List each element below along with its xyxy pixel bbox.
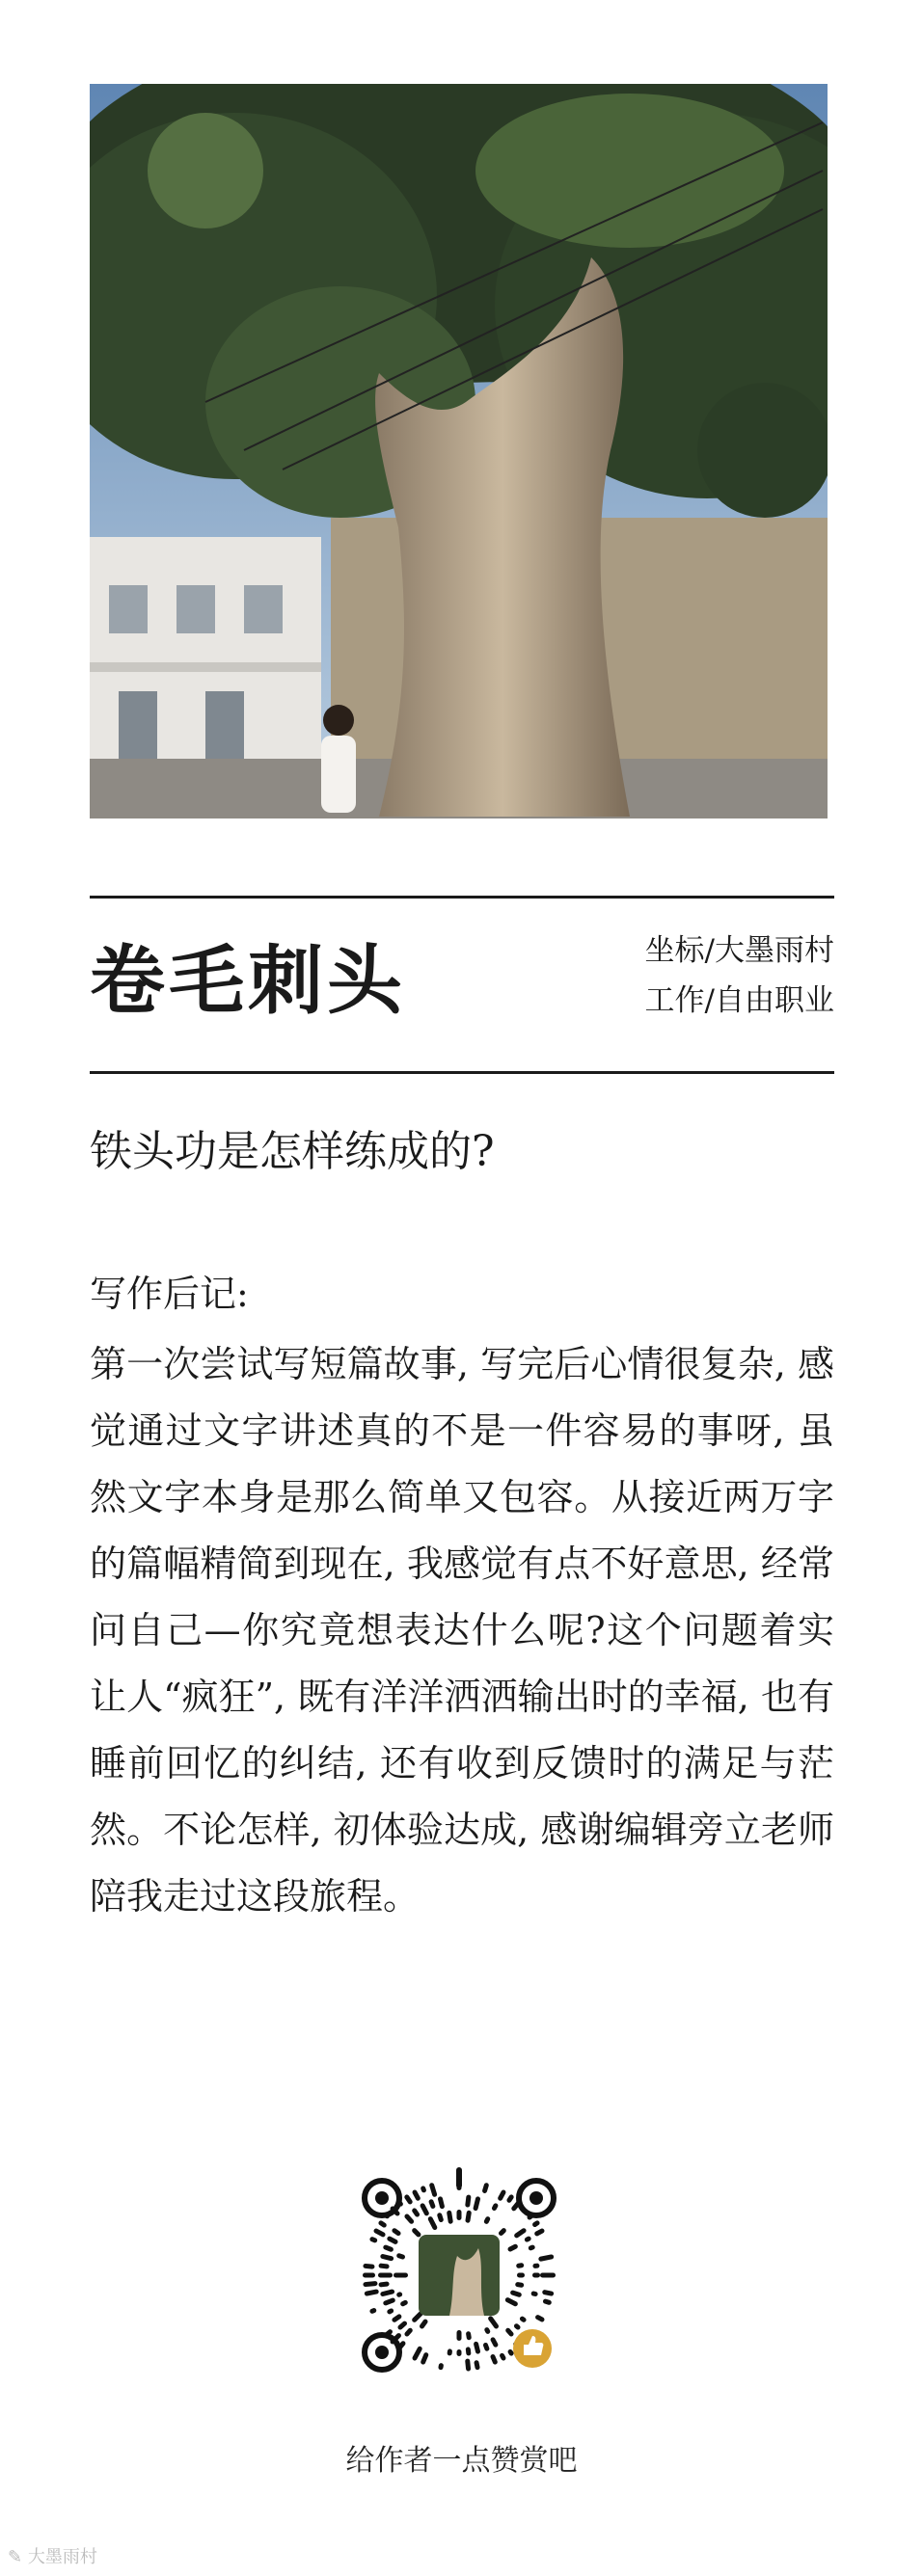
tree-photo (90, 84, 828, 818)
qr-dash (394, 2273, 408, 2278)
qr-dash (542, 2298, 552, 2305)
qr-dash (364, 2289, 379, 2296)
qr-dash (369, 2307, 377, 2314)
qr-dash (396, 2253, 406, 2261)
qr-dash (465, 2194, 472, 2208)
qr-dash (473, 2196, 480, 2212)
qr-dash (383, 2244, 394, 2253)
qr-dash (377, 2219, 387, 2228)
qr-dash (457, 2330, 462, 2341)
qr-dash (498, 2227, 507, 2237)
qr-code-icon[interactable] (343, 2160, 575, 2391)
qr-dash (531, 2219, 540, 2228)
qr-dash (380, 2289, 395, 2296)
watermark-text: 大墨雨村 (27, 2547, 97, 2567)
qr-dash (504, 2327, 514, 2338)
qr-dash (403, 2213, 415, 2224)
qr-code-graphic (343, 2160, 575, 2391)
qr-dash (490, 2336, 500, 2348)
qr-dash (490, 2353, 499, 2365)
qr-dash (369, 2236, 378, 2243)
qr-dash (383, 2297, 396, 2306)
note-body: 第一次尝试写短篇故事, 写完后心情很复杂, 感觉通过文字讲述真的不是一件容易的事呀, 虽然文字本身是那么简单又包容。从接近两万字的篇幅精简到现在, 我感觉有点不好意思, 经常问自己—你究竟想表达什么呢?这个问题着实让人“疯狂”, 既有洋洋洒洒输出时的幸福, 也有睡前回忆的纠结, 还有收到反馈时的满足与茫然。不论怎样, 初体验达成, 感谢编辑旁立老师陪我走过这段旅程。 (90, 1343, 834, 1918)
qr-dash (373, 2228, 387, 2239)
qr-dash (504, 2296, 519, 2307)
qr-dash (411, 2227, 421, 2238)
qr-dash (481, 2183, 489, 2194)
qr-dash (396, 2321, 408, 2331)
qr-dash (447, 2348, 452, 2356)
author-location: 坐标/大墨雨村 (644, 933, 834, 968)
qr-dash (466, 2347, 472, 2356)
reward-caption: 给作者一点赞赏吧 (345, 2444, 578, 2478)
qr-dash (428, 2199, 436, 2210)
qr-dash (391, 2227, 401, 2237)
tree-photo-illustration (90, 84, 828, 818)
qr-dash (396, 2292, 403, 2298)
qr-dash (386, 2308, 394, 2316)
qr-dash (532, 2263, 540, 2268)
qr-dash (411, 2207, 421, 2217)
qr-dash (507, 2243, 519, 2252)
qr-dash (438, 2363, 444, 2371)
watermark (8, 2543, 97, 2568)
qr-dash (515, 2282, 525, 2288)
qr-dash (542, 2290, 555, 2296)
qr-dash (517, 2273, 525, 2278)
qr-dash (378, 2281, 390, 2287)
qr-dash (516, 2263, 525, 2268)
author-meta (645, 926, 834, 1026)
qr-dash (380, 2253, 394, 2261)
qr-dash (420, 2186, 426, 2193)
qr-dash (482, 2342, 490, 2351)
qr-dash (429, 2183, 438, 2198)
author-job: 工作/自由职业 (644, 983, 834, 1018)
qr-dash (378, 2263, 390, 2268)
qr-dash (533, 2228, 545, 2238)
qr-dash (403, 2193, 413, 2205)
qr-dash (497, 2189, 506, 2202)
qr-dash (419, 2319, 429, 2330)
qr-dash (412, 2346, 423, 2361)
qr-dash (437, 2196, 445, 2210)
qr-dash (378, 2273, 393, 2278)
note-title: 写作后记: (90, 1273, 249, 1315)
qr-dash (403, 2327, 413, 2338)
top-divider (90, 896, 834, 899)
qr-dash (499, 2352, 506, 2361)
author-name: 卷毛刺头 (90, 937, 407, 1025)
qr-dash (528, 2244, 535, 2251)
qr-dash (538, 2254, 555, 2262)
qr-dash (509, 2290, 522, 2297)
qr-dash (457, 2210, 462, 2220)
qr-dash (474, 2360, 480, 2371)
qr-dash (505, 2193, 514, 2203)
qr-dash (519, 2316, 528, 2323)
qr-dash (465, 2210, 472, 2223)
qr-dash (483, 2215, 491, 2224)
qr-dash (524, 2236, 532, 2243)
qr-dash (363, 2273, 375, 2278)
qr-dash (420, 2202, 430, 2216)
qr-dash (487, 2315, 500, 2329)
watermark-logo-icon: ✎ (8, 2547, 23, 2567)
qr-dash (412, 2189, 421, 2202)
qr-dash (363, 2281, 377, 2287)
qr-dash (391, 2313, 402, 2322)
qr-dash (437, 2213, 445, 2223)
qr-dash (530, 2291, 538, 2297)
qr-dash (513, 2227, 527, 2239)
qr-dash (386, 2236, 398, 2245)
qr-dash (457, 2349, 462, 2356)
qr-dash (399, 2299, 408, 2307)
bottom-divider (90, 1071, 834, 1074)
qr-dash (466, 2331, 472, 2341)
qr-dash (513, 2322, 522, 2330)
article-title: 铁头功是怎样练成的? (90, 1127, 495, 1176)
qr-dash (427, 2215, 438, 2231)
qr-dash (483, 2326, 491, 2335)
qr-dash (534, 2314, 545, 2322)
qr-dash (532, 2273, 540, 2278)
qr-dash (540, 2273, 556, 2278)
qr-dash (465, 2358, 471, 2371)
qr-dash (474, 2341, 481, 2354)
qr-dash (447, 2210, 453, 2224)
qr-dash (363, 2264, 374, 2269)
qr-dash (420, 2351, 429, 2365)
qr-dash (491, 2202, 499, 2211)
qr-dash (457, 2179, 462, 2190)
